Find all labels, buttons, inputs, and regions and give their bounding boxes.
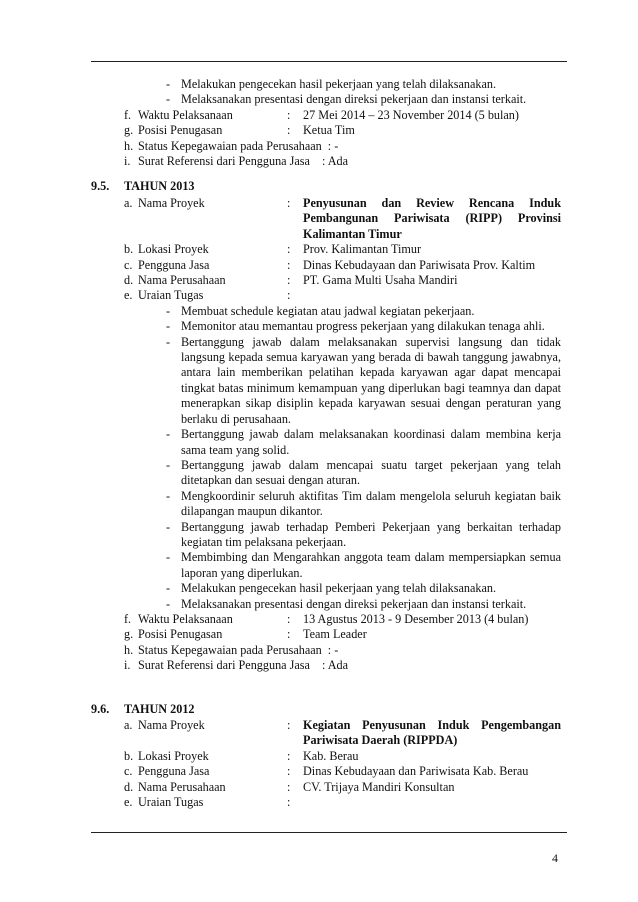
- list-item: - Bertanggung jawab dalam melaksanakan koordinasi dalam membina kerja sama team yang solid.: [166, 427, 561, 457]
- list-item: - Membimbing dan Mengarahkan anggota team dalam mempersiapkan semua laporan yang diperlukan.: [166, 550, 561, 580]
- list-item: - Melaksanakan presentasi dengan direksi pekerjaan dan instansi terkait.: [166, 596, 527, 611]
- reference-row: i. Surat Referensi dari Pengguna Jasa : Ada: [124, 154, 349, 169]
- page-number: 4: [552, 851, 558, 865]
- project-name-row: a. Nama Proyek : Penyusunan dan Review Rencana Induk Pembangunan Pariwisata (RIPP) Provinsi Kalimantan Timur: [124, 196, 561, 241]
- project-name-row: a. Nama Proyek : Kegiatan Penyusunan Induk Pengembangan Pariwisata Daerah (RIPPDA): [124, 718, 561, 748]
- dash-bullet: -: [166, 77, 171, 91]
- status-row: h. Status Kepegawaian pada Perusahaan : -: [124, 138, 339, 153]
- status-row: h. Status Kepegawaian pada Perusahaan : -: [124, 642, 339, 657]
- task-list: [166, 304, 561, 612]
- tasks-row: e. Uraian Tugas :: [124, 795, 291, 810]
- list-item: - Melakukan pengecekan hasil pekerjaan yang telah dilaksanakan.: [166, 581, 497, 596]
- dash-bullet: -: [166, 581, 171, 596]
- location-row: b. Lokasi Proyek : Kab. Berau: [124, 748, 359, 763]
- section-9-6-fields: [124, 718, 561, 810]
- section-heading-9-5: 9.5. TAHUN 2013: [91, 179, 195, 193]
- footer-rule: [91, 832, 567, 833]
- dash-bullet: -: [166, 427, 171, 442]
- list-item: - Melakukan pengecekan hasil pekerjaan yang telah dilaksanakan.: [166, 77, 497, 91]
- list-item: - Mengkoordinir seluruh aktifitas Tim dalam mengelola seluruh kegiatan baik dilapangan maupun dikantor.: [166, 488, 561, 519]
- section-9-5-fields: [124, 196, 561, 674]
- dash-bullet: -: [166, 488, 171, 503]
- dash-bullet: -: [166, 519, 171, 534]
- list-item: - Bertanggung jawab dalam mencapai suatu target pekerjaan yang telah ditetapkan dan sesuai dengan aturan.: [166, 457, 561, 488]
- company-row: d. Nama Perusahaan : CV. Trijaya Mandiri Konsultan: [124, 779, 455, 794]
- position-row: g. Posisi Penugasan : Team Leader: [124, 627, 367, 642]
- dash-bullet: -: [166, 319, 171, 334]
- dash-bullet: -: [166, 92, 171, 107]
- list-item: - Bertanggung jawab terhadap Pemberi Pekerjaan yang berkaitan terhadap kegiatan tim pelaksana pekerjaan.: [166, 519, 561, 549]
- list-item: - Membuat schedule kegiatan atau jadwal kegiatan pekerjaan.: [166, 303, 475, 318]
- dash-bullet: -: [166, 596, 171, 611]
- continuation-fields: [124, 108, 519, 170]
- field-row: g. Posisi Penugasan : Ketua Tim: [124, 123, 355, 138]
- header-rule: [91, 61, 567, 62]
- company-row: d. Nama Perusahaan : PT. Gama Multi Usaha Mandiri: [124, 273, 458, 288]
- dash-bullet: -: [166, 334, 171, 349]
- dash-bullet: -: [166, 303, 171, 318]
- tasks-row: e. Uraian Tugas :: [124, 288, 291, 303]
- section-heading-9-6: 9.6. TAHUN 2012: [91, 702, 195, 716]
- continuation-task-list: [166, 77, 561, 108]
- client-row: c. Pengguna Jasa : Dinas Kebudayaan dan Pariwisata Prov. Kaltim: [124, 257, 536, 272]
- dash-bullet: -: [166, 457, 171, 472]
- list-item: - Memonitor atau memantau progress pekerjaan yang dilakukan tenaga ahli.: [166, 319, 545, 334]
- field-row: f. Waktu Pelaksanaan : 27 Mei 2014 – 23 November 2014 (5 bulan): [124, 108, 519, 122]
- dash-bullet: -: [166, 550, 171, 565]
- list-item: - Bertanggung jawab dalam melaksanakan supervisi langsung dan tidak langsung kepada semua karyawan yang berada di bawah tanggung jawabnya, antara lain memberikan pelatihan kepada karyawan agar dapat mencapai tingkat batas minimum kemampuan yang diperlukan bagi teamnya dan dapat menerapkan sikap disiplin kepada karyawan sesuai dengan peraturan yang berlaku di perusahaan.: [166, 334, 561, 426]
- list-item: - Melaksanakan presentasi dengan direksi pekerjaan dan instansi terkait.: [166, 92, 527, 107]
- reference-row: i. Surat Referensi dari Pengguna Jasa : Ada: [124, 658, 349, 673]
- duration-row: f. Waktu Pelaksanaan : 13 Agustus 2013 - 9 Desember 2013 (4 bulan): [124, 611, 529, 626]
- location-row: b. Lokasi Proyek : Prov. Kalimantan Timur: [124, 242, 422, 257]
- client-row: c. Pengguna Jasa : Dinas Kebudayaan dan Pariwisata Kab. Berau: [124, 764, 529, 779]
